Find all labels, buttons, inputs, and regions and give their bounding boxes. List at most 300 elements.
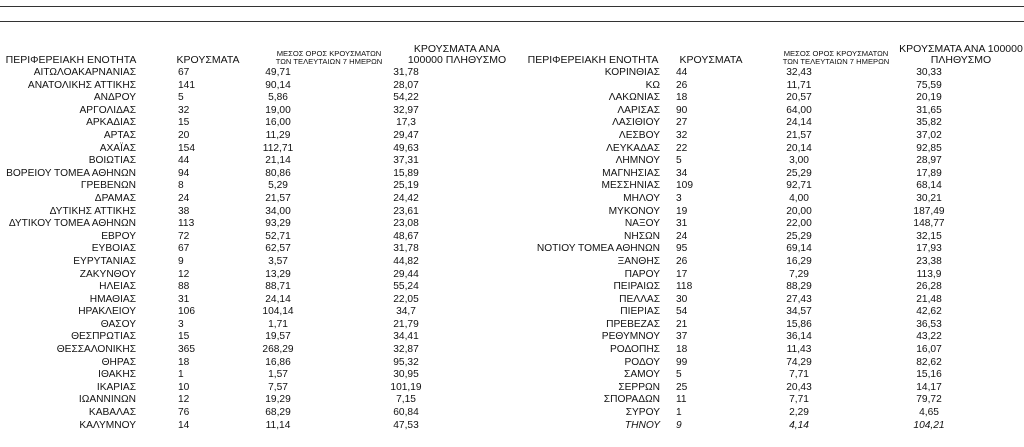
per100k-cell: 37,31	[393, 155, 419, 167]
per100k-cell: 32,97	[393, 104, 419, 116]
avg7-cell: 3,00	[789, 155, 809, 167]
region-cell: ΑΙΤΩΛΟΑΚΑΡΝΑΝΙΑΣ	[33, 67, 136, 78]
avg7-cell: 4,14	[789, 419, 809, 431]
avg7-cell: 21,57	[786, 129, 812, 141]
avg7-cell: 52,71	[265, 230, 291, 242]
region-cell: ΒΟΡΕΙΟΥ ΤΟΜΕΑ ΑΘΗΝΩΝ	[6, 167, 136, 179]
avg7-cell: 5,29	[268, 180, 288, 192]
region-cell: ΚΩ	[645, 79, 660, 91]
avg7-cell: 16,86	[265, 356, 291, 368]
avg7-cell: 80,86	[265, 167, 291, 179]
table-row	[0, 80, 466, 93]
per100k-cell: 34,41	[393, 331, 419, 343]
table-row	[520, 394, 984, 407]
region-cell: ΞΑΝΘΗΣ	[617, 255, 660, 267]
table-row	[0, 306, 466, 319]
region-cell: ΠΙΕΡΙΑΣ	[620, 306, 660, 318]
per100k-cell: 42,62	[916, 306, 942, 318]
cases-cell: 38	[178, 205, 190, 217]
region-cell: ΗΡΑΚΛΕΙΟΥ	[78, 306, 136, 318]
per100k-cell: 113,9	[916, 268, 942, 280]
per100k-cell: 48,67	[393, 230, 419, 242]
region-cell: ΑΡΓΟΛΙΔΑΣ	[79, 104, 136, 116]
avg7-cell: 1,71	[268, 318, 288, 330]
header-per100k-right: ΚΡΟΥΣΜΑΤΑ ΑΝΑ 100000 ΠΛΗΘΥΣΜΟ	[899, 42, 1023, 66]
cases-cell: 11	[676, 394, 687, 406]
cases-cell: 5	[676, 155, 682, 167]
cases-cell: 3	[178, 318, 184, 330]
table-row	[520, 168, 984, 181]
per100k-cell: 17,93	[916, 243, 942, 255]
avg7-cell: 93,29	[265, 218, 291, 230]
per100k-cell: 29,44	[393, 268, 419, 280]
avg7-cell: 20,43	[786, 381, 812, 393]
avg7-cell: 11,71	[786, 79, 812, 91]
avg7-cell: 34,00	[265, 205, 291, 217]
per100k-cell: 32,87	[393, 344, 419, 356]
region-cell: ΡΕΘΥΜΝΟΥ	[601, 331, 660, 343]
table-row	[520, 155, 984, 168]
avg7-cell: 19,00	[265, 104, 291, 116]
cases-cell: 109	[676, 180, 693, 192]
table-row	[520, 92, 984, 105]
table-row	[0, 218, 466, 231]
per100k-cell: 148,77	[913, 218, 945, 230]
table-row	[520, 407, 984, 420]
per100k-cell: 75,59	[916, 79, 942, 91]
cases-cell: 30	[676, 293, 688, 305]
per100k-cell: 26,28	[916, 281, 942, 293]
per100k-cell: 23,61	[393, 205, 419, 217]
region-cell: ΘΕΣΠΡΩΤΙΑΣ	[71, 331, 136, 343]
table-row	[520, 344, 984, 357]
cases-cell: 15	[178, 117, 190, 129]
region-cell: ΖΑΚΥΝΘΟΥ	[79, 268, 136, 280]
per100k-cell: 34,7	[396, 306, 416, 318]
cases-cell: 31	[178, 293, 190, 305]
region-cell: ΝΑΞΟΥ	[624, 218, 660, 230]
cases-cell: 67	[178, 67, 190, 78]
region-cell: ΙΘΑΚΗΣ	[98, 369, 136, 381]
per100k-cell: 104,21	[913, 419, 945, 431]
avg7-cell: 36,14	[786, 331, 812, 343]
cases-cell: 34	[676, 167, 688, 179]
avg7-cell: 112,71	[262, 142, 294, 154]
table-row	[520, 331, 984, 344]
cases-cell: 1	[676, 407, 682, 419]
region-cell: ΣΑΜΟΥ	[624, 369, 660, 381]
cases-cell: 76	[178, 407, 190, 419]
per100k-cell: 20,19	[916, 92, 942, 104]
table-row	[0, 256, 466, 269]
top-rule	[0, 6, 1024, 7]
per100k-cell: 30,33	[916, 67, 942, 78]
region-cell: ΑΧΑΪΑΣ	[99, 142, 136, 154]
table-row	[0, 193, 466, 206]
cases-cell: 95	[676, 243, 688, 255]
per100k-cell: 49,63	[393, 142, 419, 154]
per100k-cell: 30,95	[393, 369, 419, 381]
region-cell: ΙΚΑΡΙΑΣ	[96, 381, 136, 393]
table-row	[0, 394, 466, 407]
per100k-cell: 21,79	[393, 318, 419, 330]
avg7-cell: 92,71	[786, 180, 812, 192]
region-cell: ΣΥΡΟΥ	[625, 407, 660, 419]
region-cell: ΛΗΜΝΟΥ	[615, 155, 660, 167]
per100k-cell: 95,32	[393, 356, 419, 368]
avg7-cell: 2,29	[789, 407, 809, 419]
region-cell: ΛΕΣΒΟΥ	[618, 129, 660, 141]
region-cell: ΛΑΣΙΘΙΟΥ	[612, 117, 660, 129]
cases-cell: 17	[676, 268, 688, 280]
cases-cell: 44	[178, 155, 190, 167]
cases-cell: 94	[178, 167, 190, 179]
cases-cell: 113	[178, 218, 195, 230]
header-avg7-right: ΜΕΣΟΣ ΟΡΟΣ ΚΡΟΥΣΜΑΤΩΝ ΤΩΝ ΤΕΛΕΥΤΑΙΩΝ 7 ΗΜΕΡΩΝ	[782, 49, 890, 67]
per100k-cell: 31,78	[393, 67, 419, 78]
avg7-cell: 19,29	[265, 394, 291, 406]
table-row	[520, 369, 984, 382]
avg7-cell: 19,57	[265, 331, 291, 343]
table-row	[520, 218, 984, 231]
region-cell: ΘΑΣΟΥ	[100, 318, 136, 330]
table-row	[0, 420, 466, 433]
per100k-cell: 24,42	[393, 192, 419, 204]
header-cases-right: ΚΡΟΥΣΜΑΤΑ	[679, 53, 743, 66]
table-row	[520, 117, 984, 130]
per100k-cell: 29,47	[393, 129, 419, 141]
table-row	[0, 382, 466, 395]
cases-cell: 154	[178, 142, 195, 154]
cases-cell: 37	[676, 331, 688, 343]
header-region-right: ΠΕΡΙΦΕΡΕΙΑΚΗ ΕΝΟΤΗΤΑ	[527, 53, 659, 66]
cases-cell: 27	[676, 117, 688, 129]
avg7-cell: 20,14	[786, 142, 812, 154]
per100k-cell: 14,17	[916, 381, 942, 393]
avg7-cell: 20,00	[786, 205, 812, 217]
region-cell: ΘΗΡΑΣ	[101, 356, 136, 368]
avg7-cell: 34,57	[786, 306, 812, 318]
region-cell: ΜΑΓΝΗΣΙΑΣ	[602, 167, 660, 179]
avg7-cell: 32,43	[786, 67, 812, 78]
cases-cell: 67	[178, 243, 190, 255]
region-cell: ΕΥΡΥΤΑΝΙΑΣ	[73, 255, 136, 267]
per100k-cell: 60,84	[393, 407, 419, 419]
avg7-cell: 88,71	[265, 281, 291, 293]
region-cell: ΡΟΔΟΠΗΣ	[609, 344, 660, 356]
avg7-cell: 104,14	[262, 306, 294, 318]
cases-cell: 24	[676, 230, 688, 242]
cases-cell: 44	[676, 67, 688, 78]
avg7-cell: 88,29	[786, 281, 812, 293]
table-left	[0, 67, 466, 432]
region-cell: ΓΡΕΒΕΝΩΝ	[80, 180, 136, 192]
region-cell: ΠΕΛΛΑΣ	[619, 293, 660, 305]
avg7-cell: 268,29	[262, 344, 294, 356]
cases-cell: 54	[676, 306, 688, 318]
cases-cell: 18	[676, 92, 688, 104]
table-row	[520, 80, 984, 93]
avg7-cell: 27,43	[786, 293, 812, 305]
cases-cell: 9	[676, 419, 682, 431]
region-cell: ΙΩΑΝΝΙΝΩΝ	[78, 394, 136, 406]
region-cell: ΛΑΡΙΣΑΣ	[617, 104, 660, 116]
cases-cell: 21	[676, 318, 688, 330]
header-per100k-left: ΚΡΟΥΣΜΑΤΑ ΑΝΑ 100000 ΠΛΗΘΥΣΜΟ	[407, 42, 507, 66]
region-cell: ΠΕΙΡΑΙΩΣ	[613, 281, 660, 293]
cases-cell: 22	[676, 142, 688, 154]
per100k-cell: 17,89	[916, 167, 942, 179]
table-row	[520, 193, 984, 206]
region-cell: ΒΟΙΩΤΙΑΣ	[88, 155, 136, 167]
per100k-cell: 16,07	[916, 344, 942, 356]
per100k-cell: 15,89	[393, 167, 419, 179]
avg7-cell: 49,71	[265, 67, 291, 78]
header-region-left: ΠΕΡΙΦΕΡΕΙΑΚΗ ΕΝΟΤΗΤΑ	[5, 53, 137, 66]
table-row	[0, 344, 466, 357]
avg7-cell: 90,14	[265, 79, 291, 91]
table-row	[0, 92, 466, 105]
per100k-cell: 23,08	[393, 218, 419, 230]
avg7-cell: 16,29	[786, 255, 812, 267]
per100k-cell: 21,48	[916, 293, 942, 305]
per100k-cell: 30,21	[916, 192, 942, 204]
avg7-cell: 68,29	[265, 407, 291, 419]
avg7-cell: 74,29	[786, 356, 812, 368]
per100k-cell: 22,05	[393, 293, 419, 305]
per100k-cell: 4,65	[919, 407, 939, 419]
region-cell: ΣΕΡΡΩΝ	[618, 381, 660, 393]
region-cell: ΜΥΚΟΝΟΥ	[608, 205, 660, 217]
cases-cell: 12	[178, 394, 190, 406]
region-cell: ΑΝΔΡΟΥ	[93, 92, 136, 104]
avg7-cell: 7,71	[789, 394, 809, 406]
region-cell: ΠΑΡΟΥ	[624, 268, 660, 280]
region-cell: ΣΠΟΡΑΔΩΝ	[603, 394, 660, 406]
avg7-cell: 20,57	[786, 92, 812, 104]
cases-cell: 19	[676, 205, 688, 217]
avg7-cell: 25,29	[786, 230, 812, 242]
avg7-cell: 3,57	[268, 255, 288, 267]
per100k-cell: 54,22	[393, 92, 419, 104]
table-row	[520, 243, 984, 256]
per100k-cell: 101,19	[390, 381, 422, 393]
cases-cell: 5	[676, 369, 682, 381]
cases-cell: 26	[676, 79, 688, 91]
region-cell: ΤΗΝΟΥ	[624, 419, 660, 431]
table-row	[0, 67, 466, 80]
per100k-cell: 23,38	[916, 255, 942, 267]
cases-cell: 12	[178, 268, 190, 280]
table-row	[0, 231, 466, 244]
table-row	[520, 105, 984, 118]
region-cell: ΑΝΑΤΟΛΙΚΗΣ ΑΤΤΙΚΗΣ	[27, 79, 136, 91]
avg7-cell: 11,14	[265, 419, 291, 431]
avg7-cell: 69,14	[786, 243, 812, 255]
cases-cell: 18	[178, 356, 190, 368]
cases-cell: 72	[178, 230, 190, 242]
region-cell: ΛΕΥΚΑΔΑΣ	[606, 142, 660, 154]
per100k-cell: 82,62	[916, 356, 942, 368]
cases-cell: 25	[676, 381, 688, 393]
per100k-cell: 68,14	[916, 180, 942, 192]
per100k-cell: 31,65	[916, 104, 942, 116]
cases-cell: 15	[178, 331, 190, 343]
per100k-cell: 79,72	[916, 394, 942, 406]
region-cell: ΗΛΕΙΑΣ	[99, 281, 136, 293]
region-cell: ΝΗΣΩΝ	[624, 230, 660, 242]
cases-cell: 20	[178, 129, 190, 141]
table-row	[520, 231, 984, 244]
cases-cell: 118	[676, 281, 693, 293]
avg7-cell: 11,43	[786, 344, 812, 356]
table-row	[0, 206, 466, 219]
per100k-cell: 7,15	[396, 394, 416, 406]
avg7-cell: 7,71	[789, 369, 809, 381]
avg7-cell: 7,29	[789, 268, 809, 280]
cases-cell: 10	[178, 381, 190, 393]
region-cell: ΑΡΚΑΔΙΑΣ	[86, 117, 136, 129]
region-cell: ΗΜΑΘΙΑΣ	[89, 293, 136, 305]
region-cell: ΠΡΕΒΕΖΑΣ	[606, 318, 660, 330]
per100k-cell: 15,16	[916, 369, 942, 381]
region-cell: ΔΥΤΙΚΗΣ ΑΤΤΙΚΗΣ	[49, 205, 136, 217]
per100k-cell: 36,53	[916, 318, 942, 330]
avg7-cell: 11,29	[265, 129, 291, 141]
region-cell: ΕΒΡΟΥ	[101, 230, 136, 242]
cases-cell: 14	[178, 419, 190, 431]
region-cell: ΚΑΛΥΜΝΟΥ	[79, 419, 136, 431]
avg7-cell: 16,00	[265, 117, 291, 129]
table-row	[520, 256, 984, 269]
per100k-cell: 31,78	[393, 243, 419, 255]
table-right	[520, 67, 984, 432]
table-row	[520, 319, 984, 332]
avg7-cell: 13,29	[265, 268, 291, 280]
avg7-cell: 62,57	[265, 243, 291, 255]
avg7-cell: 24,14	[265, 293, 291, 305]
table-row	[0, 243, 466, 256]
cases-cell: 9	[178, 255, 184, 267]
cases-cell: 88	[178, 281, 190, 293]
per100k-cell: 37,02	[916, 129, 942, 141]
region-cell: ΝΟΤΙΟΥ ΤΟΜΕΑ ΑΘΗΝΩΝ	[536, 243, 660, 255]
per100k-cell: 43,22	[916, 331, 942, 343]
avg7-cell: 4,00	[789, 192, 809, 204]
table-row	[0, 294, 466, 307]
table-row	[520, 294, 984, 307]
per100k-cell: 44,82	[393, 255, 419, 267]
table-row	[520, 269, 984, 282]
cases-cell: 3	[676, 192, 682, 204]
per100k-cell: 55,24	[393, 281, 419, 293]
region-cell: ΛΑΚΩΝΙΑΣ	[608, 92, 660, 104]
per100k-cell: 47,53	[393, 419, 419, 431]
table-row	[520, 143, 984, 156]
table-row	[520, 206, 984, 219]
region-cell: ΔΡΑΜΑΣ	[94, 192, 136, 204]
cases-cell: 141	[178, 79, 195, 91]
region-cell: ΡΟΔΟΥ	[624, 356, 660, 368]
cases-cell: 18	[676, 344, 688, 356]
region-cell: ΔΥΤΙΚΟΥ ΤΟΜΕΑ ΑΘΗΝΩΝ	[8, 218, 136, 230]
cases-cell: 5	[178, 92, 184, 104]
per100k-cell: 187,49	[913, 205, 945, 217]
table-row	[520, 130, 984, 143]
table-row	[520, 420, 984, 433]
per100k-cell: 35,82	[916, 117, 942, 129]
table-row	[520, 382, 984, 395]
avg7-cell: 25,29	[786, 167, 812, 179]
per100k-cell: 92,85	[916, 142, 942, 154]
table-row	[0, 281, 466, 294]
avg7-cell: 7,57	[268, 381, 288, 393]
table-row	[0, 117, 466, 130]
avg7-cell: 21,14	[265, 155, 291, 167]
table-row	[0, 319, 466, 332]
cases-cell: 365	[178, 344, 195, 356]
table-row	[520, 306, 984, 319]
region-cell: ΜΕΣΣΗΝΙΑΣ	[601, 180, 660, 192]
avg7-cell: 5,86	[268, 92, 288, 104]
region-cell: ΜΗΛΟΥ	[623, 192, 660, 204]
region-cell: ΕΥΒΟΙΑΣ	[91, 243, 136, 255]
avg7-cell: 21,57	[265, 192, 291, 204]
cases-cell: 1	[178, 369, 184, 381]
table-row	[0, 407, 466, 420]
table-row	[0, 269, 466, 282]
avg7-cell: 15,86	[786, 318, 812, 330]
per100k-cell: 28,07	[393, 79, 419, 91]
header-avg7-left: ΜΕΣΟΣ ΟΡΟΣ ΚΡΟΥΣΜΑΤΩΝ ΤΩΝ ΤΕΛΕΥΤΑΙΩΝ 7 ΗΜΕΡΩΝ	[275, 49, 383, 67]
cases-cell: 26	[676, 255, 688, 267]
region-cell: ΘΕΣΣΑΛΟΝΙΚΗΣ	[56, 344, 136, 356]
region-cell: ΚΟΡΙΝΘΙΑΣ	[604, 67, 660, 78]
cases-cell: 24	[178, 192, 190, 204]
avg7-cell: 1,57	[268, 369, 288, 381]
second-rule	[0, 21, 1024, 22]
per100k-cell: 32,15	[916, 230, 942, 242]
avg7-cell: 24,14	[786, 117, 812, 129]
table-row	[520, 357, 984, 370]
cases-cell: 8	[178, 180, 184, 192]
table-row	[520, 180, 984, 193]
region-cell: ΑΡΤΑΣ	[103, 129, 136, 141]
table-row	[520, 67, 984, 80]
header-cases-left: ΚΡΟΥΣΜΑΤΑ	[176, 53, 240, 66]
table-row	[520, 281, 984, 294]
per100k-cell: 17,3	[396, 117, 416, 129]
table-row	[0, 130, 466, 143]
table-row	[0, 357, 466, 370]
table-row	[0, 180, 466, 193]
cases-cell: 90	[676, 104, 688, 116]
per100k-cell: 28,97	[916, 155, 942, 167]
avg7-cell: 22,00	[786, 218, 812, 230]
cases-cell: 99	[676, 356, 688, 368]
cases-cell: 32	[178, 104, 190, 116]
table-row	[0, 105, 466, 118]
table-row	[0, 155, 466, 168]
cases-cell: 31	[676, 218, 688, 230]
avg7-cell: 64,00	[786, 104, 812, 116]
table-row	[0, 143, 466, 156]
table-row	[0, 331, 466, 344]
cases-cell: 106	[178, 306, 195, 318]
per100k-cell: 25,19	[393, 180, 419, 192]
table-row	[0, 168, 466, 181]
cases-cell: 32	[676, 129, 688, 141]
